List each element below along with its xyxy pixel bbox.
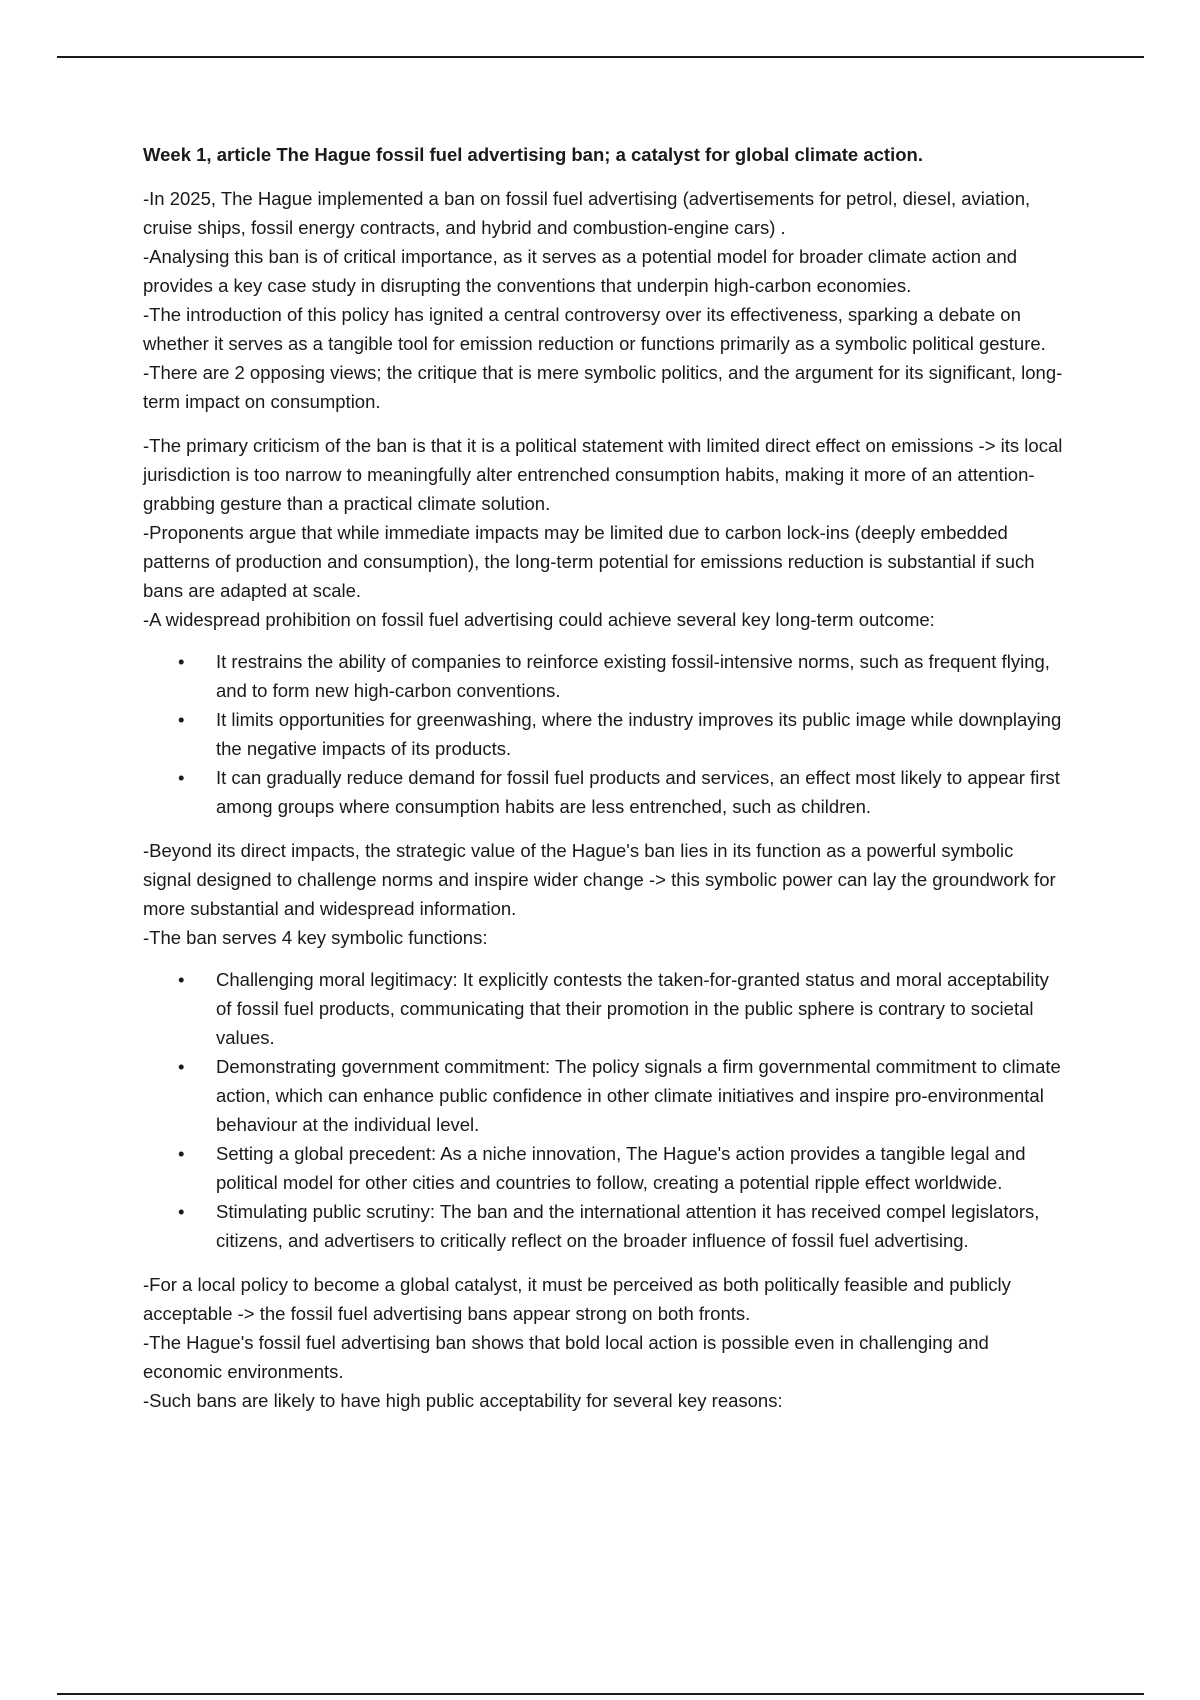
list-item: • Demonstrating government commitment: The policy signals a firm governmental commitment to climate action, which can enhance public confidence in other climate initiatives and inspire pro-environmental behaviour at the individual level. (143, 1052, 1063, 1139)
criticism-section (143, 431, 1063, 634)
document-title: Week 1, article The Hague fossil fuel advertising ban; a catalyst for global climate action. (143, 144, 923, 165)
intro-section (143, 184, 1063, 416)
symbolic-functions-list (143, 965, 1063, 1255)
paragraph-line: -Such bans are likely to have high public acceptability for several key reasons: (143, 1390, 783, 1411)
paragraph-line: -Proponents argue that while immediate impacts may be limited due to carbon lock-ins (deeply embedded patterns of production and consumption), the long-term potential for emissions reduction is substantial if such bans are adapted at scale. (143, 522, 1035, 601)
paragraph-line: -There are 2 opposing views; the critique that is mere symbolic politics, and the argument for its significant, long-term impact on consumption. (143, 362, 1063, 412)
header-rule (57, 56, 1144, 58)
document-body (143, 140, 1063, 1430)
list-item: • It restrains the ability of companies to reinforce existing fossil-intensive norms, such as frequent flying, and to form new high-carbon conventions. (143, 647, 1063, 705)
paragraph-line: -Analysing this ban is of critical importance, as it serves as a potential model for broader climate action and provides a key case study in disrupting the conventions that underpin high-carbon economies. (143, 246, 1018, 296)
list-item: • Stimulating public scrutiny: The ban and the international attention it has received compel legislators, citizens, and advertisers to critically reflect on the broader influence of fossil fuel advertising. (143, 1197, 1063, 1255)
symbolic-section (143, 836, 1063, 952)
paragraph-line: -In 2025, The Hague implemented a ban on fossil fuel advertising (advertisements for petrol, diesel, aviation, cruise ships, fossil energy contracts, and hybrid and combustion-engine cars) . (143, 188, 1031, 238)
list-item: • Setting a global precedent: As a niche innovation, The Hague's action provides a tangible legal and political model for other cities and countries to follow, creating a potential ripple effect worldwide. (143, 1139, 1063, 1197)
list-item: • Challenging moral legitimacy: It explicitly contests the taken-for-granted status and moral acceptability of fossil fuel products, communicating that their promotion in the public sphere is contrary to societal values. (143, 965, 1063, 1052)
paragraph-line: -The primary criticism of the ban is that it is a political statement with limited direct effect on emissions -> its local jurisdiction is too narrow to meaningfully alter entrenched consumption habits, making it more of an attention-grabbing gesture than a practical climate solution. (143, 435, 1063, 514)
footer-rule (57, 1693, 1144, 1695)
paragraph-line: -The Hague's fossil fuel advertising ban shows that bold local action is possible even in challenging and economic environments. (143, 1332, 989, 1382)
list-item: • It can gradually reduce demand for fossil fuel products and services, an effect most likely to appear first among groups where consumption habits are less entrenched, such as children. (143, 763, 1063, 821)
list-item: • It limits opportunities for greenwashing, where the industry improves its public image while downplaying the negative impacts of its products. (143, 705, 1063, 763)
paragraph-line: -For a local policy to become a global catalyst, it must be perceived as both politically feasible and publicly acceptable -> the fossil fuel advertising bans appear strong on both fronts. (143, 1274, 1011, 1324)
acceptability-section (143, 1270, 1063, 1415)
paragraph-line: -The ban serves 4 key symbolic functions: (143, 927, 488, 948)
paragraph-line: -A widespread prohibition on fossil fuel advertising could achieve several key long-term outcome: (143, 609, 935, 630)
outcomes-list (143, 647, 1063, 821)
paragraph-line: -The introduction of this policy has ignited a central controversy over its effectiveness, sparking a debate on whether it serves as a tangible tool for emission reduction or functions primarily as a symbolic political gesture. (143, 304, 1046, 354)
paragraph-line: -Beyond its direct impacts, the strategic value of the Hague's ban lies in its function as a powerful symbolic signal designed to challenge norms and inspire wider change -> this symbolic power can lay the groundwork for more substantial and widespread information. (143, 840, 1056, 919)
